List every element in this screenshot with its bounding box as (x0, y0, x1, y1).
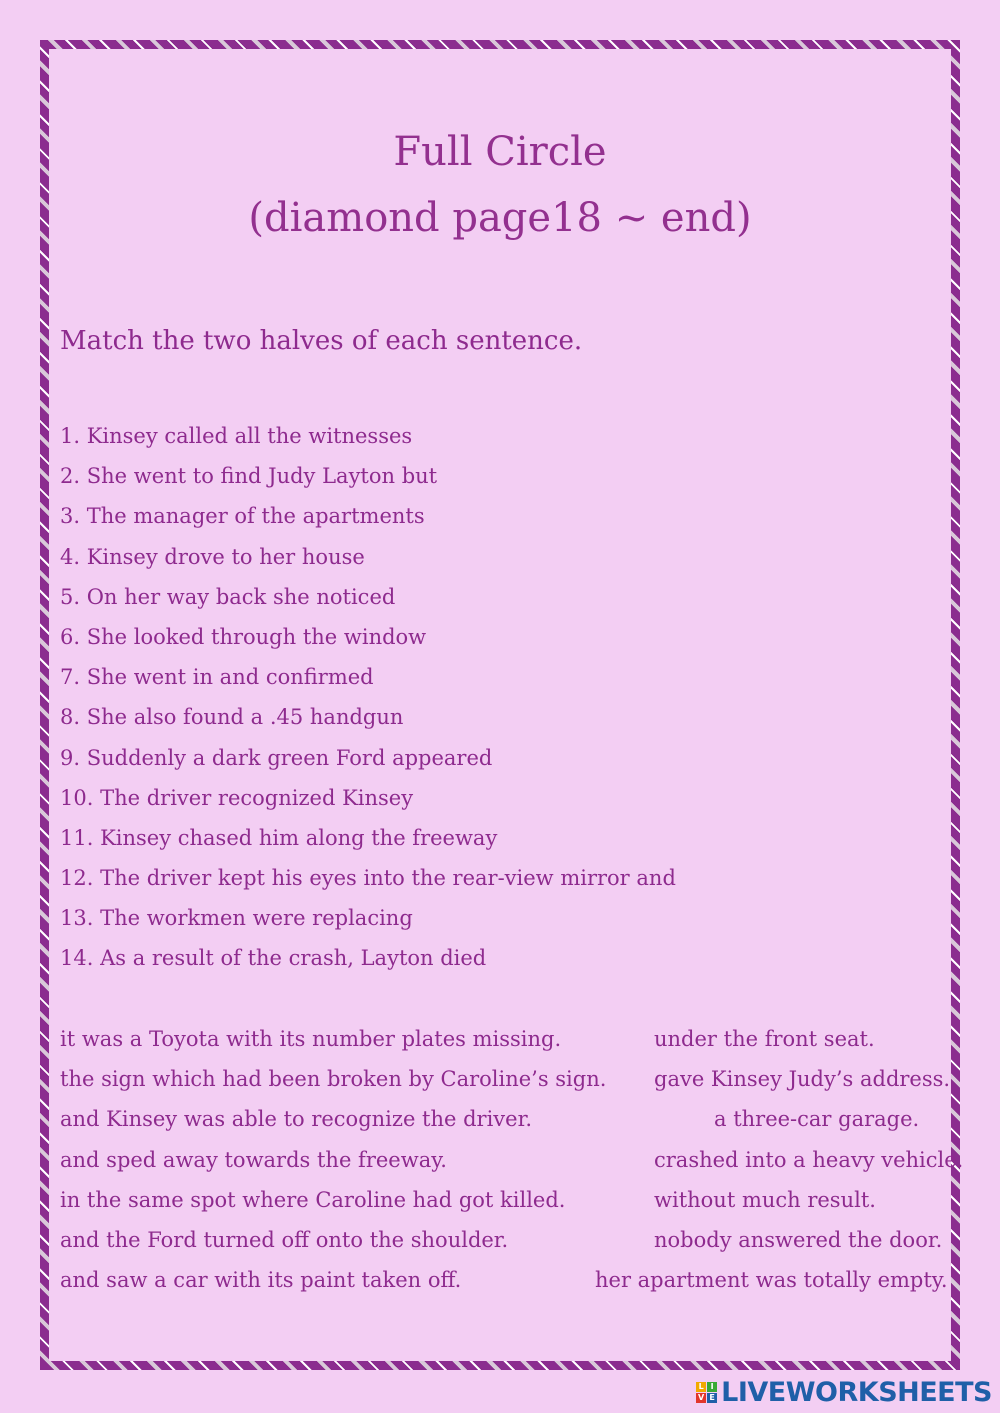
sentence-beginning: 4. Kinsey drove to her house (60, 544, 365, 569)
ending-right[interactable]: her apartment was totally empty. (595, 1268, 948, 1293)
badge-letter: E (707, 1393, 717, 1403)
ending-right[interactable]: gave Kinsey Judy’s address. (654, 1067, 951, 1092)
sentence-beginning: 13. The workmen were replacing (60, 906, 413, 931)
instruction-text: Match the two halves of each sentence. (60, 326, 583, 356)
ending-row (60, 1063, 951, 1103)
badge-letter: L (696, 1382, 706, 1392)
sentence-beginning: 1. Kinsey called all the witnesses (60, 424, 413, 448)
sentence-beginning: 7. She went in and confirmed (60, 665, 374, 690)
worksheet-subtitle: (diamond page18 ~ end) (248, 195, 752, 241)
ending-left[interactable]: it was a Toyota with its number plates missing. (60, 1027, 562, 1051)
liveworksheets-logo (696, 1375, 992, 1409)
ending-left[interactable]: the sign which had been broken by Caroline’s sign. (60, 1067, 607, 1092)
ending-right[interactable]: crashed into a heavy vehicle. (654, 1147, 964, 1172)
ending-right[interactable]: nobody answered the door. (654, 1227, 943, 1252)
sentence-beginning: 9. Suddenly a dark green Ford appeared (60, 745, 493, 770)
sentence-beginnings-list (60, 420, 676, 983)
ending-left[interactable]: and sped away towards the freeway. (60, 1147, 447, 1172)
sentence-beginning: 6. She looked through the window (60, 624, 427, 649)
ending-left[interactable]: and the Ford turned off onto the shoulder. (60, 1227, 509, 1252)
ending-left[interactable]: and saw a car with its paint taken off. (60, 1268, 462, 1293)
sentence-beginning: 10. The driver recognized Kinsey (60, 785, 414, 810)
sentence-beginning: 3. The manager of the apartments (60, 504, 425, 529)
ending-right[interactable]: under the front seat. (654, 1027, 875, 1051)
logo-text: LIVEWORKSHEETS (721, 1376, 992, 1408)
ending-row (60, 1144, 964, 1184)
ending-right[interactable]: a three-car garage. (714, 1107, 920, 1132)
ending-row (60, 1224, 943, 1264)
ending-row (60, 1103, 940, 1143)
ending-row (60, 1184, 940, 1224)
worksheet-title: Full Circle (393, 129, 607, 175)
ending-right[interactable]: without much result. (654, 1187, 876, 1212)
sentence-beginning: 5. On her way back she noticed (60, 584, 396, 609)
ending-row (60, 1023, 940, 1063)
sentence-beginning: 8. She also found a .45 handgun (60, 705, 404, 730)
ending-left[interactable]: and Kinsey was able to recognize the driver. (60, 1107, 533, 1132)
badge-letter: I (707, 1382, 717, 1392)
live-badge-icon (696, 1382, 717, 1403)
sentence-beginning: 11. Kinsey chased him along the freeway (60, 825, 498, 850)
ending-left[interactable]: in the same spot where Caroline had got killed. (60, 1187, 566, 1212)
sentence-endings (60, 1023, 964, 1304)
sentence-beginning: 14. As a result of the crash, Layton died (60, 946, 487, 971)
ending-row (60, 1264, 948, 1304)
badge-letter: V (698, 1392, 705, 1402)
sentence-beginning: 12. The driver kept his eyes into the rear-view mirror and (60, 866, 676, 891)
sentence-beginning: 2. She went to find Judy Layton but (60, 464, 438, 489)
